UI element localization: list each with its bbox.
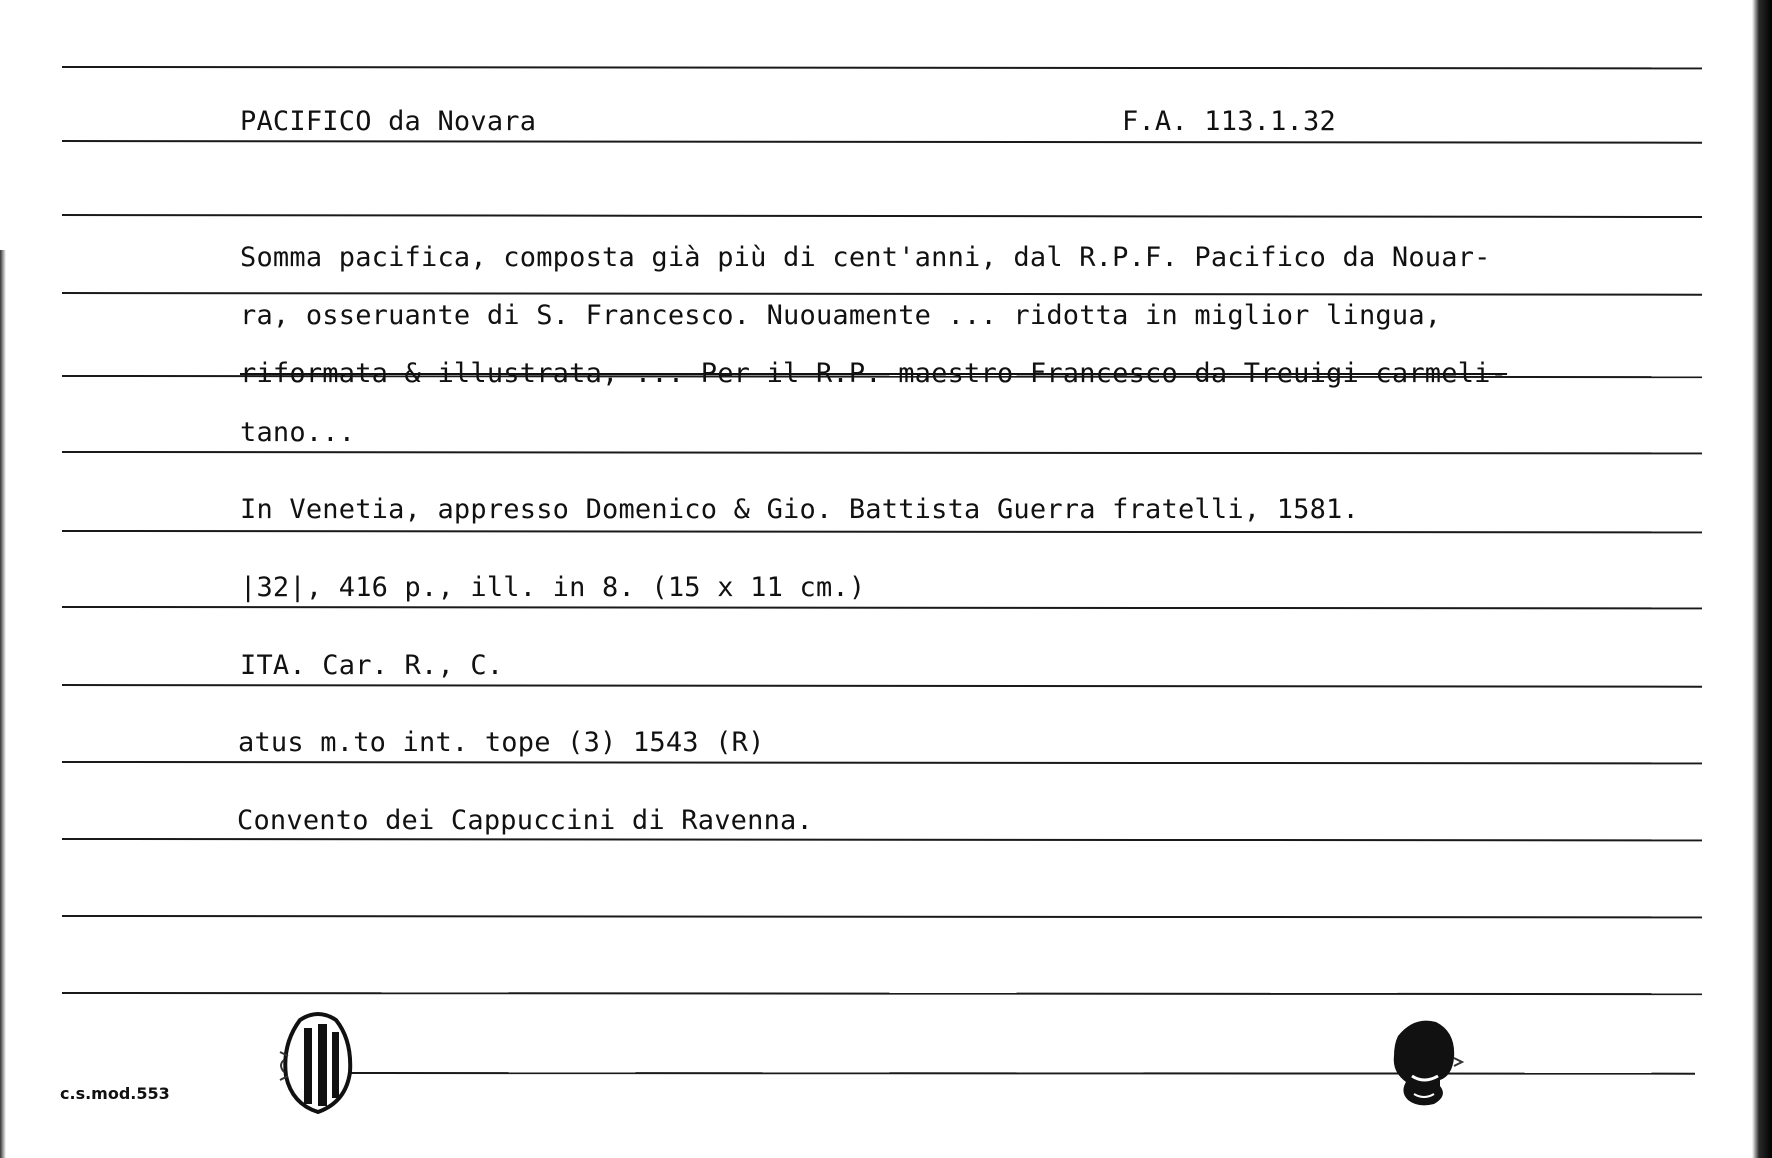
card-rule [62, 66, 1702, 69]
library-seal-stamp [278, 1010, 358, 1116]
form-code: c.s.mod.553 [60, 1084, 170, 1103]
collation-line: |32|, 416 p., ill. in 8. (15 x 11 cm.) [240, 572, 866, 603]
title-line: ra, osseruante di S. Francesco. Nuouamente ... ridotta in miglior lingua, [240, 300, 1442, 331]
shelfmark: F.A. 113.1.32 [1122, 106, 1336, 137]
card-rule [62, 915, 1702, 918]
holding-line: Convento dei Cappuccini di Ravenna. [237, 805, 813, 836]
scan-edge-right [1752, 0, 1772, 1158]
card-rule [62, 140, 1702, 144]
card-rule [62, 530, 1702, 533]
card-rule [62, 992, 1702, 995]
card-rule [62, 451, 1702, 454]
notes-line: atus m.to int. tope (3) 1543 (R) [238, 727, 765, 758]
card-rule [62, 292, 1702, 296]
library-head-stamp [1384, 1014, 1464, 1110]
card-rule [62, 684, 1702, 688]
card-rule [350, 1072, 1695, 1075]
reference-line: ITA. Car. R., C. [240, 650, 504, 681]
imprint-line: In Venetia, appresso Domenico & Gio. Battista Guerra fratelli, 1581. [240, 494, 1359, 525]
title-line-struck: riformata & illustrata, ... Per il R.P. maestro Francesco da Treuigi carmeli- [240, 358, 1508, 389]
scan-edge-left [0, 250, 6, 1158]
author-heading: PACIFICO da Novara [240, 106, 537, 137]
title-line: tano... [240, 417, 356, 448]
card-rule [62, 606, 1702, 609]
card-rule [62, 761, 1702, 764]
card-rule [62, 838, 1702, 841]
card-rule [62, 214, 1702, 218]
title-line: Somma pacifica, composta già più di cent'anni, dal R.P.F. Pacifico da Nouar- [240, 242, 1491, 273]
